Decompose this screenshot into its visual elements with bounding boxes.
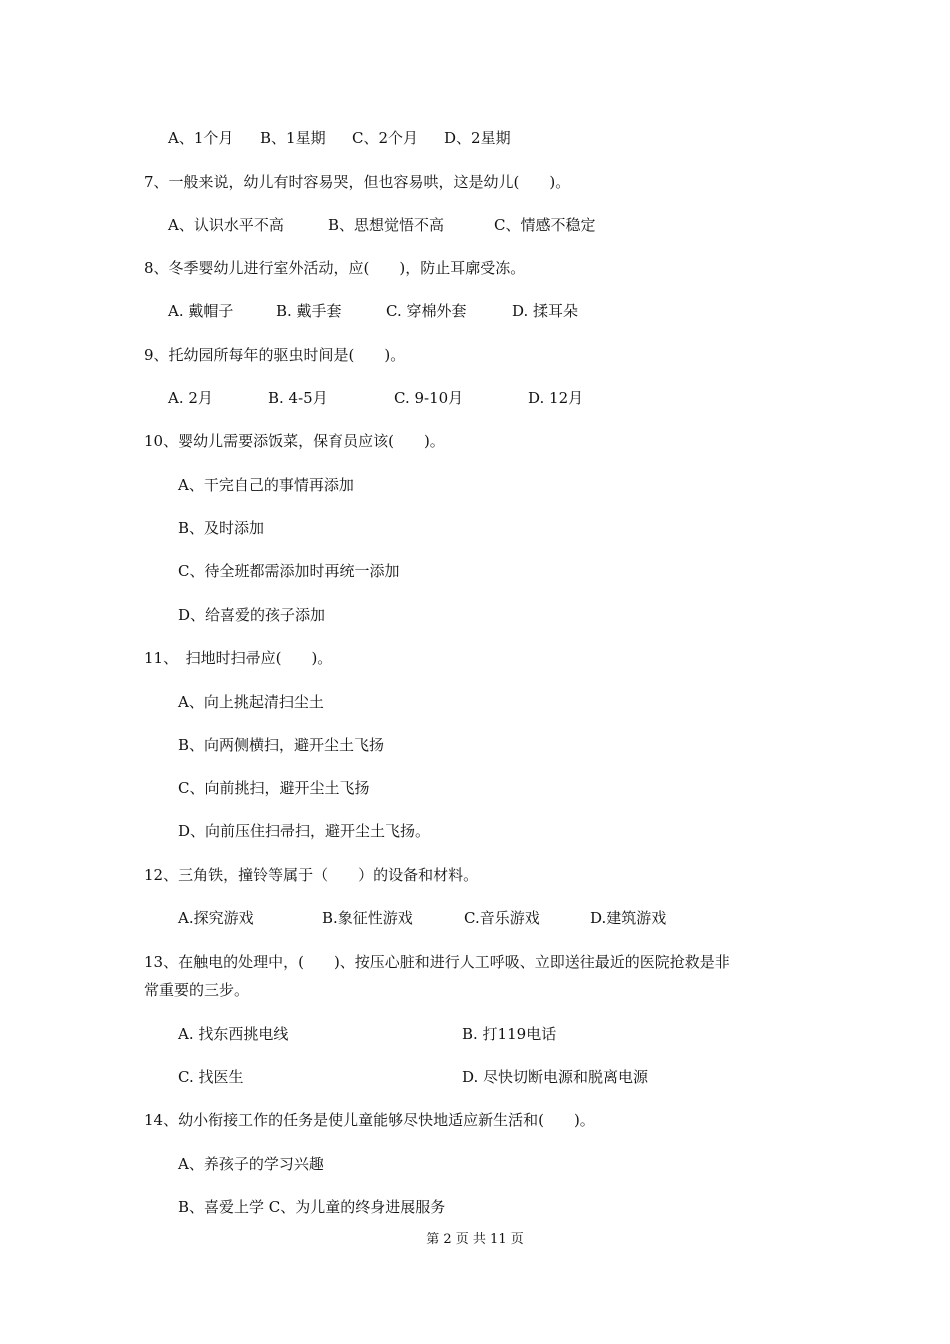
q11-option-d: D、向前压住扫帚扫，避开尘土飞扬。 <box>178 822 431 840</box>
q13-option-d: D. 尽快切断电源和脱离电源 <box>462 1068 649 1086</box>
q10-option-d: D、给喜爱的孩子添加 <box>178 606 326 624</box>
question-13-line-2: 常重要的三步。 <box>144 981 250 999</box>
q11-option-b: B、向两侧横扫，避开尘土飞扬 <box>178 736 385 754</box>
q7-option-c: C、情感不稳定 <box>494 216 596 234</box>
q6-option-a: A、1个月 <box>168 129 234 147</box>
q6-option-c: C、2个月 <box>352 129 419 147</box>
q12-option-d: D.建筑游戏 <box>590 909 667 927</box>
q14-option-a: A、养孩子的学习兴趣 <box>178 1155 324 1173</box>
q9-option-d: D. 12月 <box>528 389 584 407</box>
q11-option-c: C、向前挑扫，避开尘土飞扬 <box>178 779 370 797</box>
q13-option-c: C. 找医生 <box>178 1068 244 1086</box>
q12-option-a: A.探究游戏 <box>178 909 254 927</box>
q9-option-c: C. 9-10月 <box>394 389 464 407</box>
q13-option-b: B. 打119电话 <box>462 1025 557 1043</box>
page-footer: 第 2 页 共 11 页 <box>426 1232 524 1247</box>
question-10: 10、婴幼儿需要添饭菜，保育员应该( )。 <box>144 432 445 450</box>
q13-option-a: A. 找东西挑电线 <box>178 1025 289 1043</box>
q12-option-b: B.象征性游戏 <box>322 909 413 927</box>
q11-option-a: A、向上挑起清扫尘土 <box>178 693 324 711</box>
q10-option-b: B、及时添加 <box>178 519 265 537</box>
q8-option-d: D. 揉耳朵 <box>512 302 579 320</box>
q7-option-b: B、思想觉悟不高 <box>328 216 445 234</box>
q8-option-c: C. 穿棉外套 <box>386 302 467 320</box>
q8-option-b: B. 戴手套 <box>276 302 342 320</box>
question-12: 12、三角铁，撞铃等属于（ ）的设备和材料。 <box>144 866 479 884</box>
q6-option-b: B、1星期 <box>260 129 326 147</box>
question-14: 14、幼小衔接工作的任务是使儿童能够尽快地适应新生活和( )。 <box>144 1111 595 1129</box>
q10-option-c: C、待全班都需添加时再统一添加 <box>178 562 400 580</box>
question-11: 11、 扫地时扫帚应( )。 <box>144 649 333 667</box>
q9-option-a: A. 2月 <box>168 389 213 407</box>
q14-option-bc: B、喜爱上学 C、为儿童的终身进展服务 <box>178 1198 446 1216</box>
q10-option-a: A、干完自己的事情再添加 <box>178 476 354 494</box>
q8-option-a: A. 戴帽子 <box>168 302 234 320</box>
question-8: 8、冬季婴幼儿进行室外活动，应( )，防止耳廓受冻。 <box>144 259 526 277</box>
q6-option-d: D、2星期 <box>444 129 511 147</box>
question-13-line-1: 13、在触电的处理中，( )、按压心脏和进行人工呼吸、立即送往最近的医院抢救是非 <box>144 953 730 971</box>
question-7: 7、一般来说，幼儿有时容易哭，但也容易哄，这是幼儿( )。 <box>144 173 571 191</box>
question-9: 9、托幼园所每年的驱虫时间是( )。 <box>144 346 406 364</box>
q12-option-c: C.音乐游戏 <box>464 909 540 927</box>
q9-option-b: B. 4-5月 <box>268 389 328 407</box>
q7-option-a: A、认识水平不高 <box>168 216 284 234</box>
